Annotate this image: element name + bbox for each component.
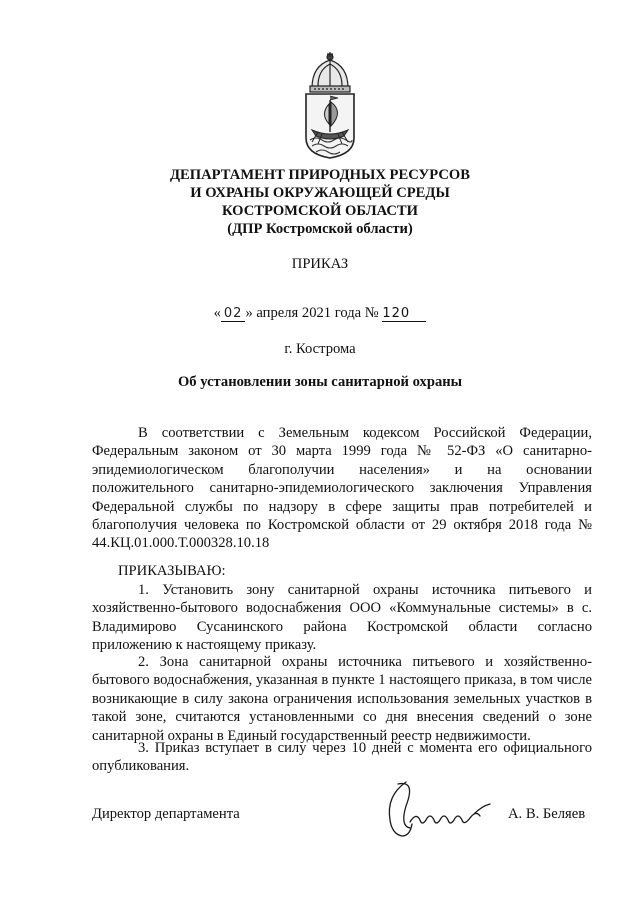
department-abbreviation: (ДПР Костромской области) — [227, 221, 413, 237]
document-date-line — [0, 305, 640, 322]
document-subject: Об установлении зоны санитарной охраны — [177, 374, 463, 390]
handwritten-signature — [376, 776, 498, 846]
order-item-3: 3. Приказ вступает в силу через 10 дней с момента его официального опубликования. — [92, 740, 592, 775]
department-name-line-1: ДЕПАРТАМЕНТ ПРИРОДНЫХ РЕСУРСОВ — [170, 167, 470, 183]
department-name-line-3: КОСТРОМСКОЙ ОБЛАСТИ — [221, 203, 419, 219]
order-item-1: 1. Установить зону санитарной охраны источника питьевого и хозяйственно-бытового водоснабжения ООО «Коммунальные системы» в с. Владимирово Сусанинского района Костромской области согласно приложению к настоящему приказу. — [92, 582, 592, 654]
date-rest: » апреля 2021 года № — [245, 305, 379, 321]
date-day-handwritten: 02 — [221, 306, 246, 322]
signatory-role: Директор департамента — [92, 806, 240, 822]
date-open-quote: « — [213, 305, 221, 321]
signatory-name: А. В. Беляев — [508, 806, 586, 822]
kostroma-coat-of-arms-emblem — [298, 52, 362, 160]
document-city: г. Кострома — [284, 341, 356, 357]
document-number-handwritten: 120 — [382, 306, 426, 322]
orders-heading: ПРИКАЗЫВАЮ: — [118, 563, 226, 579]
document-type: ПРИКАЗ — [291, 256, 349, 272]
preamble-paragraph: В соответствии с Земельным кодексом Российской Федерации, Федеральным законом от 30 марта 1999 года № 52-ФЗ «О санитарно-эпидемиологическом благополучии населения» и на основании положительного санитарно-эпидемиологического заключения Управления Федеральной службы по надзору в сфере защиты прав потребителей и благополучия человека по Костромской области от 29 октября 2018 года № 44.КЦ.01.000.Т.000328.10.18 — [92, 425, 592, 552]
department-name-line-2: И ОХРАНЫ ОКРУЖАЮЩЕЙ СРЕДЫ — [190, 185, 450, 201]
order-item-2: 2. Зона санитарной охраны источника питьевого и хозяйственно-бытового водоснабжения, указанная в пункте 1 настоящего приказа, в том числе возникающие в силу закона ограничения использования земельных участков в такой зоне, считаются установленными со дня внесения сведений о зоне санитарной охраны в Единый государственный реестр недвижимости. — [92, 654, 592, 744]
